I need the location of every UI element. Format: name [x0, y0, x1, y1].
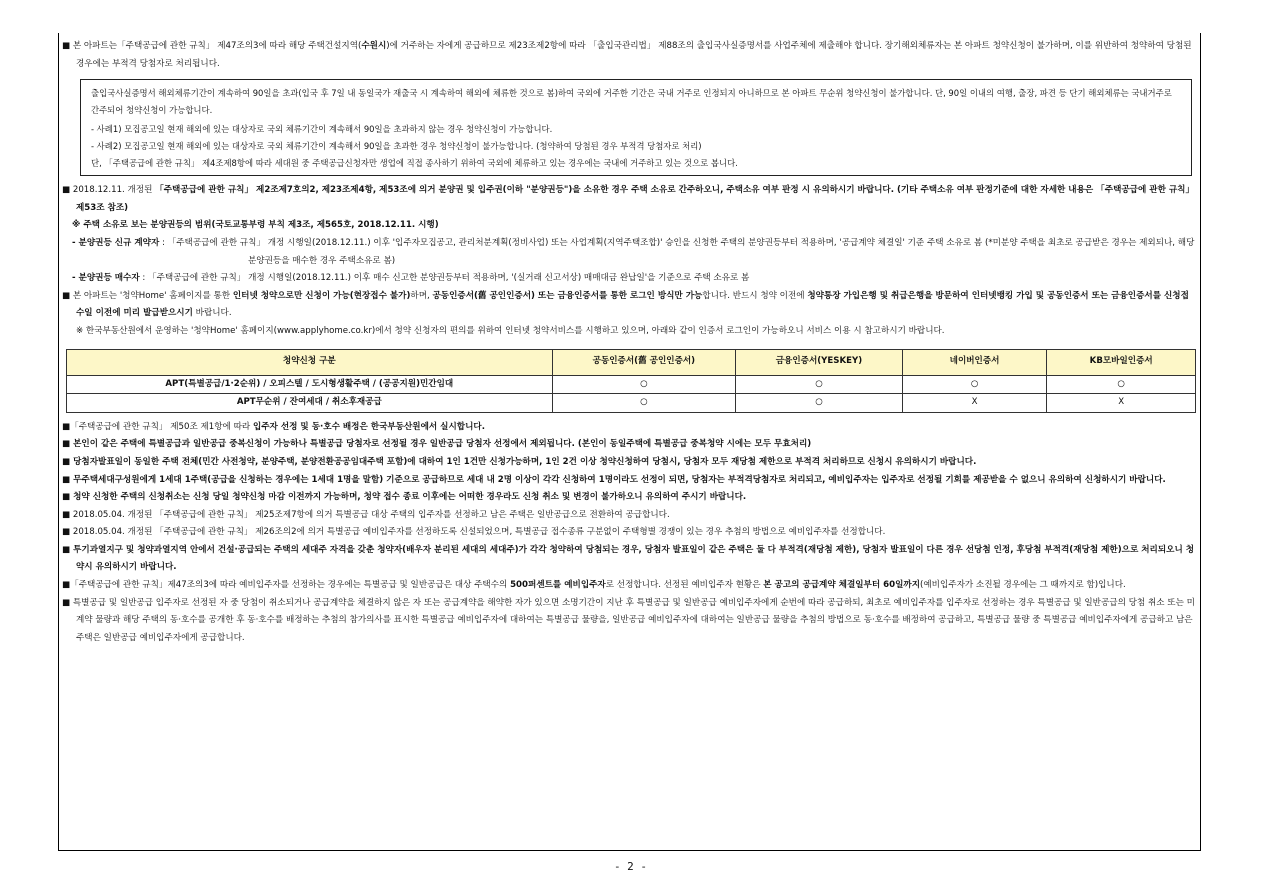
rule-reserve-supply: ■ 특별공급 및 일반공급 입주자로 선정된 자 중 당첨이 취소되거나 공급계약을 체결하지 않은 자 또는 공급계약을 해약한 자가 있으면 소명기간이 지난 후 특별공급 및 일반공급 예비입주자에게 순번에 따라 공급하되, 최초로 예비입주자를 입주자로 선정하는 경우 특별공급 및 일반공급의 당첨 취소 또는 미계약 물량과 해당 주택의 동·호수를 공개한 후 동·호수를 배정하는 추첨의 참가의사를 표시한 특별공급 예비입주자에 대하여는 특별공급 물량을, 일반공급 예비입주자에 대하여는 일반공급 물량을 추첨의 방법으로 동·호수를 배정하여 공급하고, 특별공급 물량 중 특별공급 예비입주자에게 공급하고 남은 주택은 일반공급 예비입주자에게 공급합니다. [62, 597, 1195, 643]
applyhome-note: ※ 한국부동산원에서 운영하는 '청약Home' 홈페이지(www.applyhome.co.kr)에서 청약 신청자의 편의를 위하여 인터넷 청약서비스를 시행하고 있으며, 아래와 같이 인증서 로그인이 가능하오니 서비스 이용 시 참고하시기 바랍니다. [76, 325, 945, 336]
table-cell: ○ [736, 375, 903, 394]
rule-one-per-household: ■ 무주택세대구성원에게 1세대 1주택(공급을 신청하는 경우에는 1세대 1명을 말함) 기준으로 공급하므로 세대 내 2명 이상이 각각 신청하여 1명이라도 선정이 되면, 당첨자는 부적격당첨자로 처리되고, 예비입주자는 입주자로 선정될 기회를 제공받을 수 없으니 유의하여 신청하시기 바랍니다. [62, 474, 1166, 485]
residency-paragraph: ■ 본 아파트는「주택공급에 관한 규칙」 제47조의3에 따라 해당 주택건설지역(수원시)에 거주하는 자에게 공급하므로 제23조제2항에 따라 「출입국관리법」 제88조의 출입국사실증명서를 사업주체에 제출해야 합니다. 장기해외체류자는 본 아파트 청약신청이 불가하며, 이를 위반하여 청약하여 당첨된 경우에는 부적격 당첨자로 처리됩니다. [62, 41, 1192, 69]
case-2: - 사례2) 모집공고일 현재 해외에 있는 대상자로 국외 체류기간이 계속해서 90일을 초과한 경우 청약신청이 불가능합니다. (청약하여 당첨된 경우 부적격 당첨자로 처리) [91, 141, 702, 152]
rule-conversion: ■ 2018.05.04. 개정된 「주택공급에 관한 규칙」 제25조제7항에 의거 특별공급 대상 주택의 입주자를 선정하고 남은 주택은 일반공급으로 전환하여 공급합니다. [62, 509, 670, 520]
rights-scope: ※ 주택 소유로 보는 분양권등의 범위(국토교통부령 부칙 제3조, 제565호, 2018.12.11. 시행) [72, 220, 439, 231]
overseas-stay-notice-box [80, 79, 1192, 176]
col-header: 청약신청 구분 [67, 349, 553, 375]
online-application-paragraph: ■ 본 아파트는 '청약Home' 홈페이지를 통한 인터넷 청약으로만 신청이 가능(현장접수 불가)하며, 공동인증서(舊 공인인증서) 또는 금융인증서를 통한 로그인 방식만 가능합니다. 반드시 청약 이전에 청약통장 가입은행 및 취급은행을 방문하여 인터넷뱅킹 가입 및 공동인증서 또는 금융인증서를 신청접수일 이전에 미리 발급받으시기 바랍니다. [62, 290, 1189, 319]
table-cell: ○ [736, 394, 903, 413]
certificate-table [66, 349, 1196, 413]
page-number: - 2 - [613, 860, 648, 873]
table-cell: ○ [1047, 375, 1196, 394]
rights-new-contract: - 분양권등 신규 계약자 : 「주택공급에 관한 규칙」 개정 시행일(2018.12.11.) 이후 '입주자모집공고, 관리처분계획(정비사업) 또는 사업계획(지역주택조합)' 승인을 신청한 주택의 분양권등부터 적용하며, '공급계약 체결일' 기준 주택 소유로 봄 (*미분양 주택을 최초로 공급받은 경우는 제외되나, 해당 분양권등을 매수한 경우 주택소유로 봄) [72, 237, 1195, 266]
rights-paragraph: ■ 2018.12.11. 개정된 「주택공급에 관한 규칙」 제2조제7호의2, 제23조제4항, 제53조에 의거 분양권 및 입주권(이하 "분양권등")을 소유한 경우 주택 소유로 간주하오니, 주택소유 여부 판정 시 유의하시기 바랍니다. (기타 주택소유 여부 판정기준에 대한 자세한 내용은 「주택공급에 관한 규칙」 제53조 참조) [62, 185, 1195, 213]
case-3: 단, 「주택공급에 관한 규칙」 제4조제8항에 따라 세대원 중 주택공급신청자만 생업에 직접 종사하기 위하여 국외에 체류하고 있는 경우에는 국내에 거주하고 있는 것으로 봅니다. [91, 158, 738, 169]
table-cell: APT무순위 / 잔여세대 / 취소후재공급 [67, 394, 553, 413]
col-header: 네이버인증서 [902, 349, 1047, 375]
case-1: - 사례1) 모집공고일 현재 해외에 있는 대상자로 국외 체류기간이 계속해서 90일을 초과하지 않는 경우 청약신청이 가능합니다. [91, 124, 553, 135]
rule-one-per-person: ■ 당첨자발표일이 동일한 주택 전체(민간 사전청약, 분양주택, 분양전환공공임대주택 포함)에 대하여 1인 1건만 신청가능하며, 1인 2건 이상 청약신청하여 당첨시, 당첨자 모두 재당첨 제한으로 부적격 처리하므로 신청시 유의하시기 바랍니다. [62, 456, 977, 467]
rights-buyer: - 분양권등 매수자 : 「주택공급에 관한 규칙」 개정 시행일(2018.12.11.) 이후 매수 신고한 분양권등부터 적용하며, '(실거래 신고서상) 매매대금 완납일'을 기준으로 주택 소유로 봄 [72, 273, 750, 284]
rule-duplicate-application: ■ 본인이 같은 주택에 특별공급과 일반공급 중복신청이 가능하나 특별공급 당첨자로 선정될 경우 일반공급 당첨자 선정에서 제외됩니다. (본인이 동일주택에 특별공급 중복청약 시에는 모두 무효처리) [62, 439, 812, 450]
notice-line: 출입국사실증명서 해외체류기간이 계속하여 90일을 초과(입국 후 7일 내 동일국가 재출국 시 계속하여 해외에 체류한 것으로 봄)하여 국외에 거주한 기간은 국내 거주로 인정되지 아니하므로 본 아파트 무순위 청약신청이 불가합니다. 단, 90일 이내의 여행, 출장, 파견 등 단기 해외체류는 국내거주로 간주되어 청약신청이 가능합니다. [91, 88, 1172, 116]
table-cell: APT(특별공급/1·2순위) / 오피스텔 / 도시형생활주택 / (공공지원)민간임대 [67, 375, 553, 394]
rule-cancellation: ■ 청약 신청한 주택의 신청취소는 신청 당일 청약신청 마감 이전까지 가능하며, 청약 접수 종료 이후에는 어떠한 경우라도 신청 취소 및 변경이 불가하오니 유의하여 주시기 바랍니다. [62, 492, 747, 503]
rule-selection: ■「주택공급에 관한 규칙」 제50조 제1항에 따라 입주자 선정 및 동·호수 배정은 한국부동산원에서 실시합니다. [62, 421, 485, 432]
col-header: KB모바일인증서 [1047, 349, 1196, 375]
table-cell: X [1047, 394, 1196, 413]
col-header: 금융인증서(YESKEY) [736, 349, 903, 375]
table-cell: ○ [552, 375, 736, 394]
rule-reserve-selection: ■ 2018.05.04. 개정된 「주택공급에 관한 규칙」 제26조의2에 의거 특별공급 예비입주자를 선정하도록 신설되었으며, 특별공급 접수종류 구분없이 주택형별 경쟁이 있는 경우 추첨의 방법으로 예비입주자를 선정합니다. [62, 527, 886, 538]
table-cell: X [902, 394, 1047, 413]
document-body [62, 38, 1196, 647]
table-row [67, 375, 1196, 394]
rule-overheated-area: ■ 투기과열지구 및 청약과열지역 안에서 건설·공급되는 주택의 세대주 자격을 갖춘 청약자(배우자 분리된 세대의 세대주)가 각각 청약하여 당첨되는 경우, 당첨자 발표일이 같은 주택은 둘 다 부적격(재당첨 제한), 당첨자 발표일이 다른 경우 선당첨 인정, 후당첨 부적격(재당첨 제한)으로 처리되오니 청약시 유의하시기 바랍니다. [62, 544, 1195, 573]
rule-reserve-500: ■「주택공급에 관한 규칙」제47조의3에 따라 예비입주자를 선정하는 경우에는 특별공급 및 일반공급은 대상 주택수의 500퍼센트를 예비입주자로 선정합니다. 선정된 예비입주자 현황은 본 공고의 공급계약 체결일부터 60일까지(예비입주자가 소진될 경우에는 그 때까지로 함)입니다. [62, 580, 1126, 591]
table-cell: ○ [902, 375, 1047, 394]
table-row [67, 394, 1196, 413]
table-cell: ○ [552, 394, 736, 413]
col-header: 공동인증서(舊 공인인증서) [552, 349, 736, 375]
